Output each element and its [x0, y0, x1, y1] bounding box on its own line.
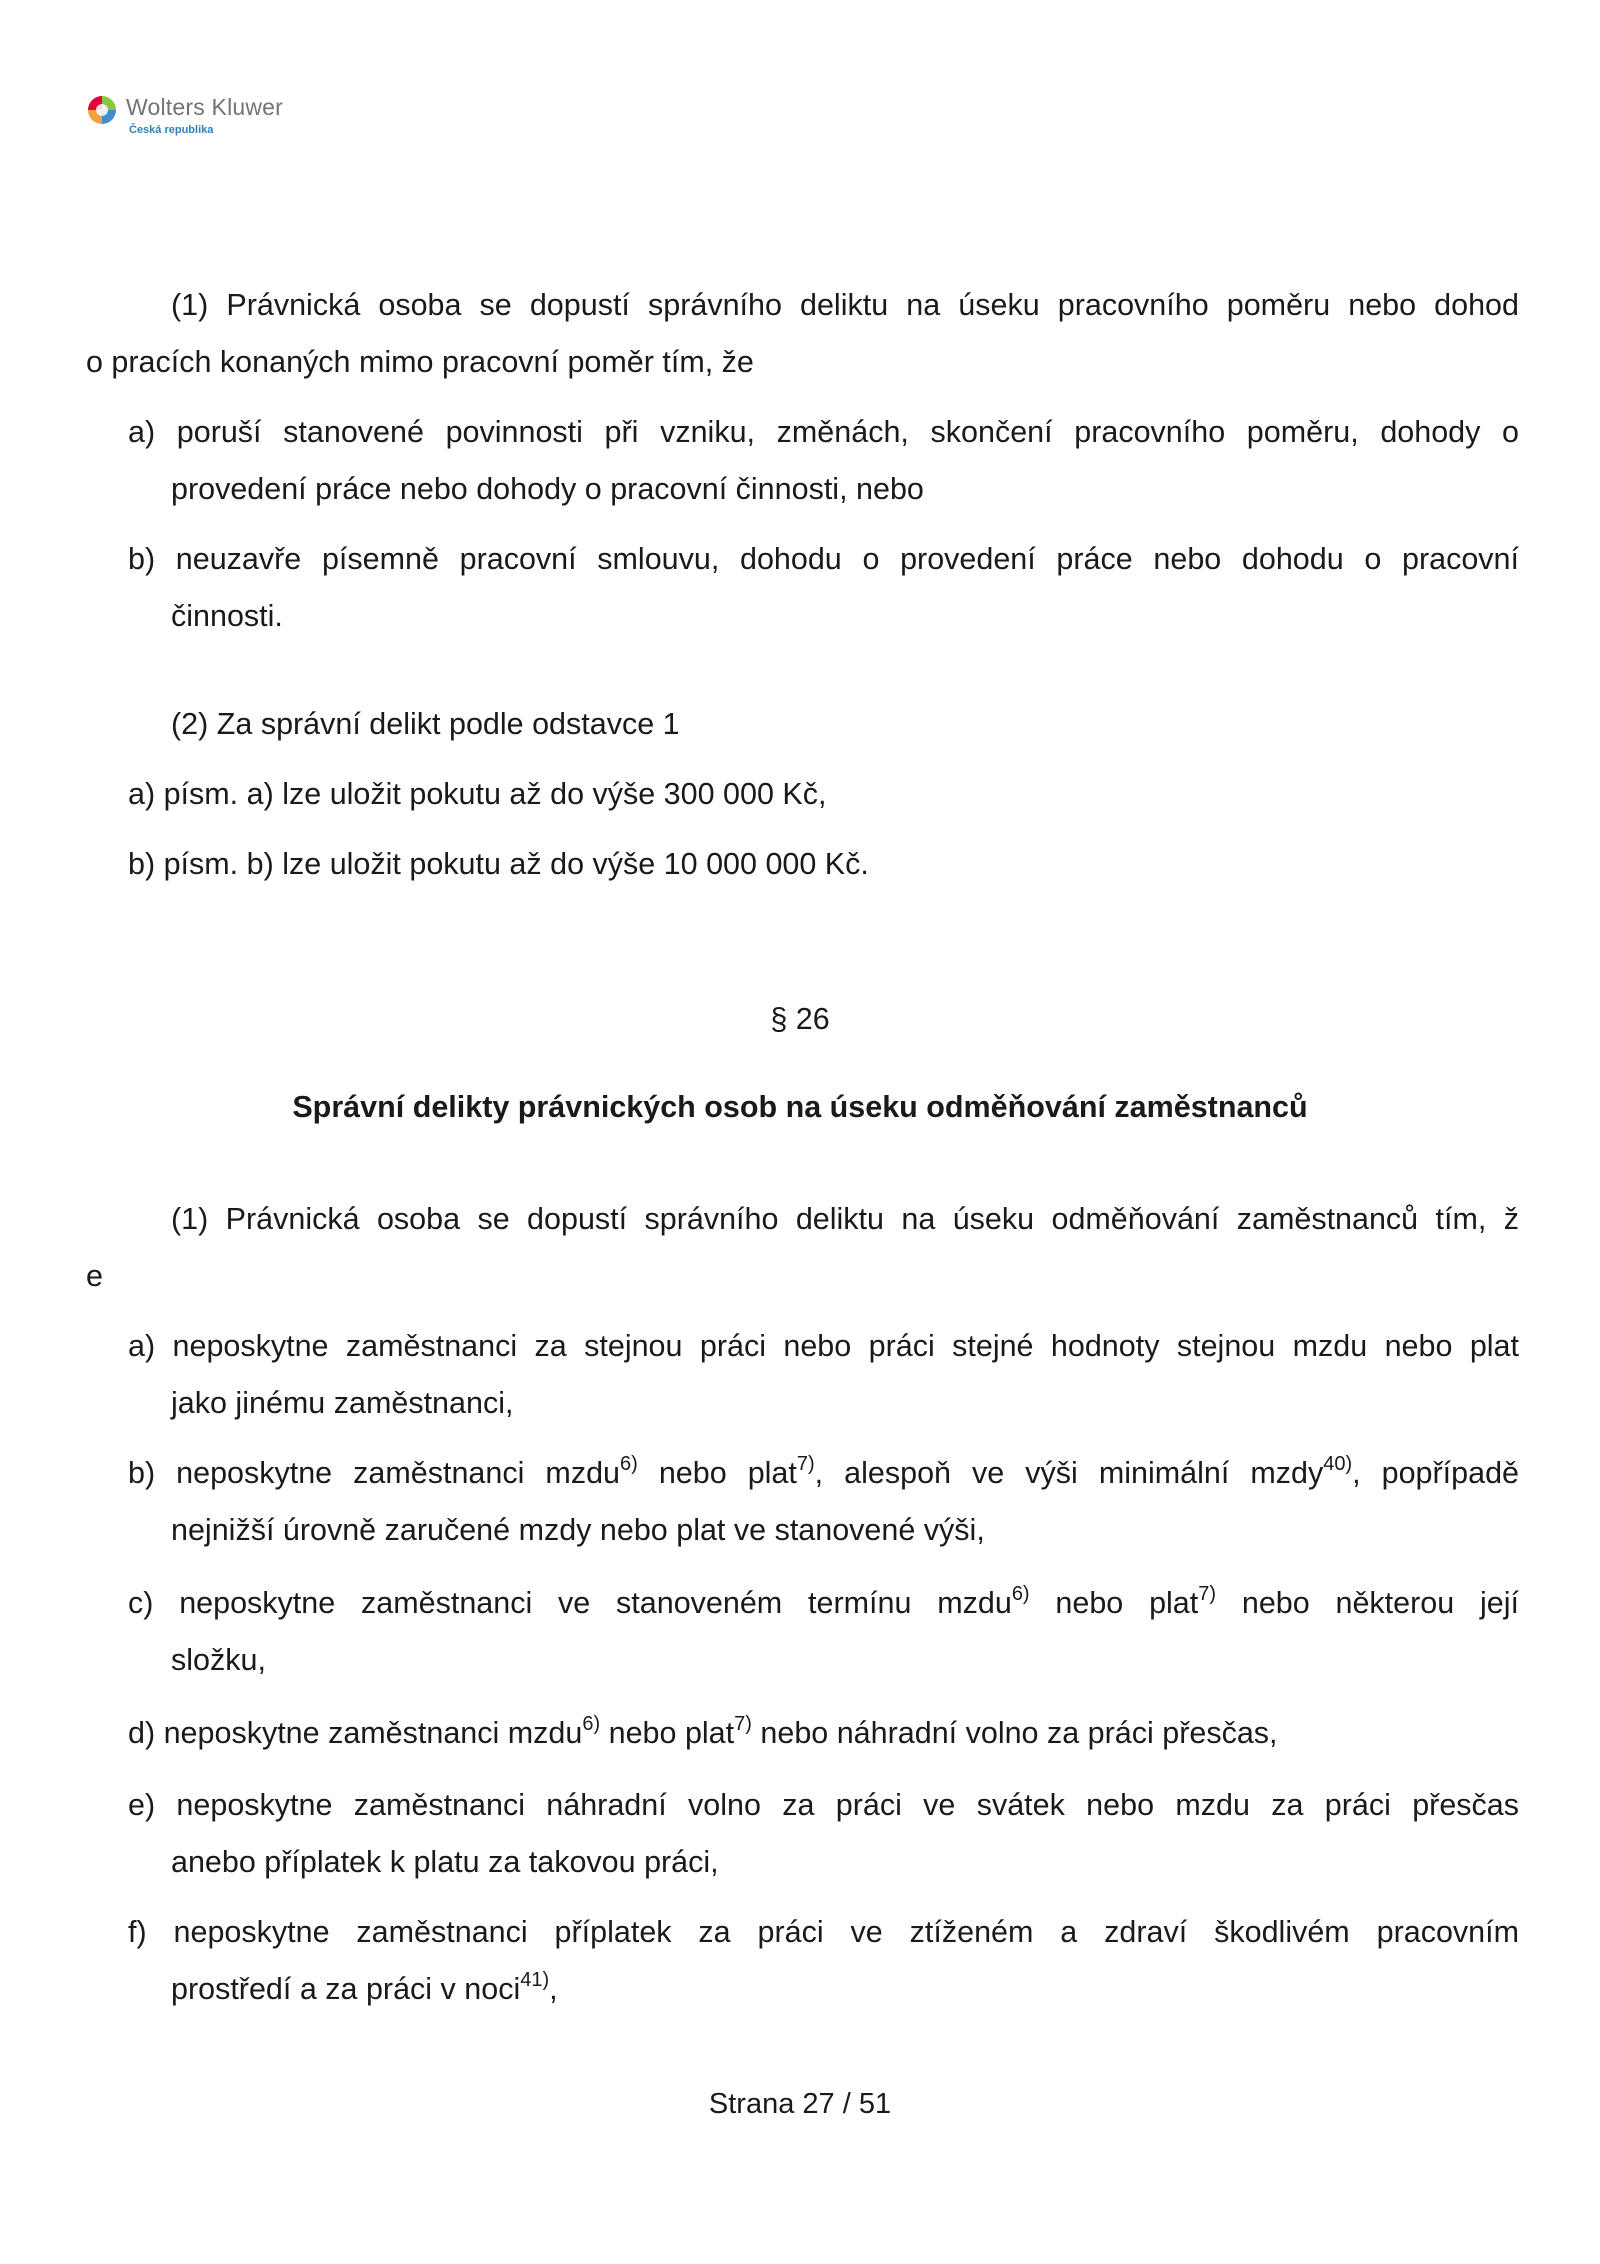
s26-item-e-line2: anebo příplatek k platu za takovou práci,: [171, 1845, 719, 1879]
s26-item-f-text1: prostředí a za práci v noci: [171, 1972, 521, 2006]
s25-item-a-line1: a) poruší stanovené povinnosti při vzniku, změnách, skončení pracovního poměru, dohody o: [128, 415, 1519, 449]
footnote-ref-6: 6): [1011, 1583, 1030, 1605]
footnote-ref-7: 7): [1198, 1583, 1217, 1605]
s26-item-c-line2: složku,: [171, 1643, 266, 1677]
footnote-ref-6: 6): [620, 1453, 638, 1475]
s26-item-c-line1: [128, 1585, 1519, 1621]
s26-item-f-line1: f) neposkytne zaměstnanci příplatek za práci ve ztíženém a zdraví škodlivém pracovním: [128, 1915, 1519, 1949]
s25-item-b-line2: činnosti.: [171, 599, 283, 633]
wolters-kluwer-logo: [86, 92, 316, 142]
s26-item-c-text3: nebo některou její: [1216, 1586, 1519, 1620]
s25-p1-line1: (1) Právnická osoba se dopustí správního deliktu na úseku pracovního poměru nebo dohod: [171, 288, 1519, 322]
s26-item-d-text2: nebo plat: [600, 1716, 735, 1750]
s26-item-b-text2: nebo plat: [637, 1456, 797, 1490]
s26-item-f-line2: [171, 1971, 558, 2007]
s25-p2-item-a: a) písm. a) lze uložit pokutu až do výše 300 000 Kč,: [128, 777, 827, 811]
s26-item-e-line1: e) neposkytne zaměstnanci náhradní volno za práci ve svátek nebo mzdu za práci přesčas: [128, 1788, 1519, 1822]
s26-item-d-text3: nebo náhradní volno za práci přesčas,: [751, 1716, 1278, 1750]
s26-item-f-text2: ,: [549, 1972, 558, 2006]
footnote-ref-7: 7): [796, 1453, 815, 1475]
footnote-ref-40: 40): [1323, 1453, 1353, 1475]
s26-item-b-text3: , alespoň ve výši minimální mzdy: [814, 1456, 1324, 1490]
logo-name: Wolters Kluwer: [126, 94, 284, 120]
section-number: § 26: [770, 1002, 830, 1036]
s25-p2: (2) Za správní delikt podle odstavce 1: [171, 707, 680, 741]
s26-p1-line1: (1) Právnická osoba se dopustí správního deliktu na úseku odměňování zaměstnanců tím, ž: [171, 1202, 1519, 1236]
s25-p2-item-b: b) písm. b) lze uložit pokutu až do výše 10 000 000 Kč.: [128, 847, 869, 881]
s26-p1-line2: e: [86, 1259, 103, 1293]
s26-item-b-line2: nejnižší úrovně zaručené mzdy nebo plat ve stanovené výši,: [171, 1513, 985, 1547]
s25-p1-line2: o pracích konaných mimo pracovní poměr tím, že: [86, 345, 754, 379]
s26-item-c-text2: nebo plat: [1029, 1586, 1199, 1620]
s26-item-c-text1: c) neposkytne zaměstnanci ve stanoveném termínu mzdu: [128, 1586, 1012, 1620]
s26-item-b-text1: b) neposkytne zaměstnanci mzdu: [128, 1456, 620, 1490]
logo-subtitle: Česká republika: [129, 124, 214, 136]
s26-item-d-text1: d) neposkytne zaměstnanci mzdu: [128, 1716, 583, 1750]
s26-item-d-line1: [128, 1715, 1278, 1751]
wolters-kluwer-globe-icon: [86, 94, 118, 126]
s26-item-a-line1: a) neposkytne zaměstnanci za stejnou práci nebo práci stejné hodnoty stejnou mzdu nebo plat: [128, 1329, 1519, 1363]
section-title: Správní delikty právnických osob na úseku odměňování zaměstnanců: [292, 1090, 1308, 1124]
s25-item-b-line1: b) neuzavře písemně pracovní smlouvu, dohodu o provedení práce nebo dohodu o pracovní: [128, 542, 1519, 576]
footnote-ref-41: 41): [520, 1969, 550, 1991]
s26-item-a-line2: jako jinému zaměstnanci,: [171, 1386, 514, 1420]
footnote-ref-6: 6): [582, 1713, 601, 1735]
s25-item-a-line2: provedení práce nebo dohody o pracovní činnosti, nebo: [171, 472, 924, 506]
page-number: Strana 27 / 51: [708, 2088, 892, 2120]
s26-item-b-text4: , popřípadě: [1352, 1456, 1519, 1490]
s26-item-b-line1: [128, 1455, 1519, 1491]
footnote-ref-7: 7): [734, 1713, 752, 1735]
